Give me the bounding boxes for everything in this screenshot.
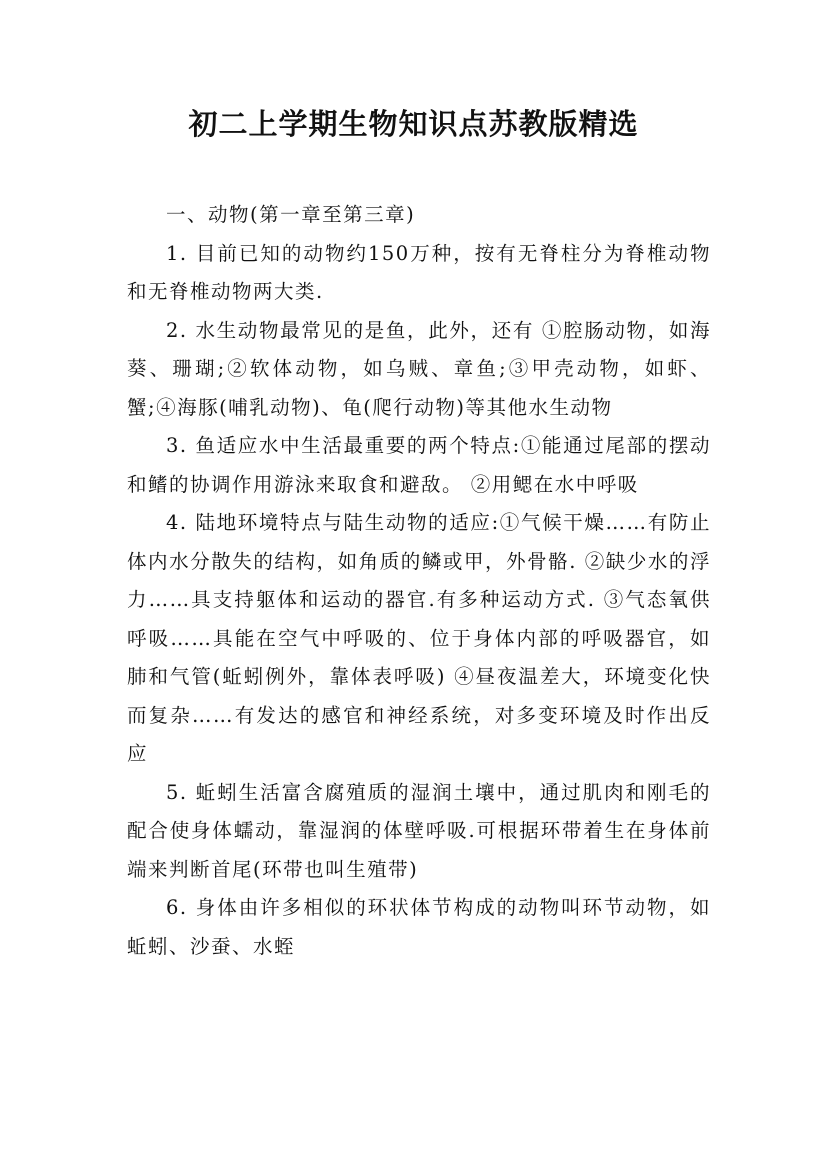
document-body xyxy=(127,196,711,966)
section-heading: 一、动物(第一章至第三章) xyxy=(166,203,416,226)
paragraph-2: 2. 水生动物最常见的是鱼，此外，还有 ①腔肠动物，如海葵、珊瑚;②软体动物，如乌贼、章鱼;③甲壳动物，如虾、蟹;④海豚(哺乳动物)、龟(爬行动物)等其他水生动物 xyxy=(127,318,711,419)
paragraph-5: 5. 蚯蚓生活富含腐殖质的湿润土壤中，通过肌肉和刚毛的配合使身体蠕动，靠湿润的体壁呼吸.可根据环带着生在身体前端来判断首尾(环带也叫生殖带) xyxy=(127,780,711,881)
paragraph-1: 1. 目前已知的动物约150万种，按有无脊柱分为脊椎动物和无脊椎动物两大类. xyxy=(127,241,711,303)
paragraph-6: 6. 身体由许多相似的环状体节构成的动物叫环节动物，如蚯蚓、沙蚕、水蛭 xyxy=(127,896,711,958)
document-title: 初二上学期生物知识点苏教版精选 xyxy=(188,107,639,141)
paragraph-4: 4. 陆地环境特点与陆生动物的适应:①气候干燥……有防止体内水分散失的结构，如角质的鳞或甲，外骨骼. ②缺少水的浮力……具支持躯体和运动的器官.有多种运动方式. ③气态氧供呼吸……具能在空气中呼吸的、位于身体内部的呼吸器官，如肺和气管(蚯蚓例外，靠体表呼吸) ④昼夜温差大，环境变化快而复杂……有发达的感官和神经系统，对多变环境及时作出反应 xyxy=(127,511,711,765)
paragraph-3: 3. 鱼适应水中生活最重要的两个特点:①能通过尾部的摆动和鳍的协调作用游泳来取食和避敌。 ②用鳃在水中呼吸 xyxy=(127,434,711,496)
